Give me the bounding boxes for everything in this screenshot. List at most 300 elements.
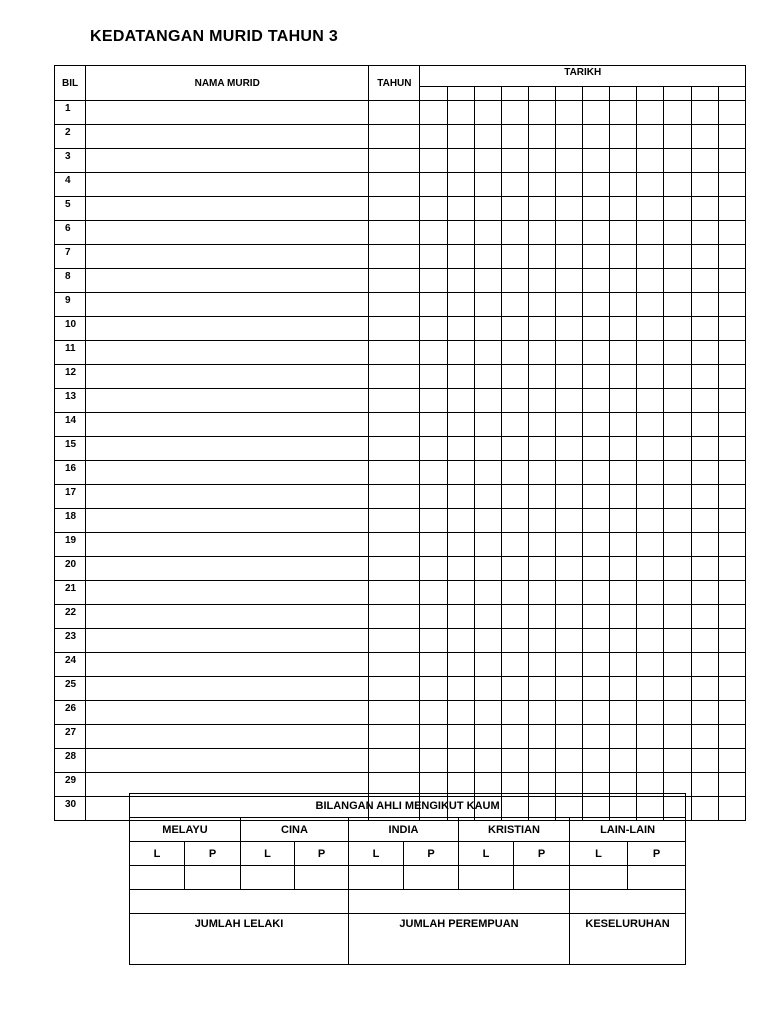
attendance-cell[interactable] (637, 269, 664, 293)
attendance-cell[interactable] (528, 677, 555, 701)
attendance-cell[interactable] (474, 173, 501, 197)
date-header-cell[interactable] (528, 87, 555, 101)
attendance-cell[interactable] (718, 413, 745, 437)
attendance-cell[interactable] (420, 725, 447, 749)
attendance-cell[interactable] (474, 389, 501, 413)
attendance-cell[interactable] (664, 605, 691, 629)
attendance-cell[interactable] (583, 605, 610, 629)
attendance-cell[interactable] (474, 509, 501, 533)
attendance-cell[interactable] (420, 629, 447, 653)
attendance-cell[interactable] (556, 653, 583, 677)
attendance-cell[interactable] (583, 653, 610, 677)
attendance-cell[interactable] (637, 461, 664, 485)
attendance-cell[interactable] (501, 485, 528, 509)
attendance-cell[interactable] (501, 317, 528, 341)
attendance-cell[interactable] (501, 197, 528, 221)
tahun-cell[interactable] (369, 725, 420, 749)
attendance-cell[interactable] (447, 341, 474, 365)
tahun-cell[interactable] (369, 365, 420, 389)
attendance-cell[interactable] (718, 701, 745, 725)
attendance-cell[interactable] (447, 581, 474, 605)
attendance-cell[interactable] (556, 245, 583, 269)
attendance-cell[interactable] (637, 653, 664, 677)
attendance-cell[interactable] (691, 797, 718, 821)
attendance-cell[interactable] (664, 221, 691, 245)
attendance-cell[interactable] (447, 461, 474, 485)
attendance-cell[interactable] (556, 197, 583, 221)
attendance-cell[interactable] (691, 413, 718, 437)
attendance-cell[interactable] (583, 221, 610, 245)
attendance-cell[interactable] (556, 461, 583, 485)
student-name-cell[interactable] (86, 197, 369, 221)
attendance-cell[interactable] (420, 365, 447, 389)
tahun-cell[interactable] (369, 389, 420, 413)
attendance-cell[interactable] (474, 485, 501, 509)
attendance-cell[interactable] (447, 149, 474, 173)
attendance-cell[interactable] (610, 581, 637, 605)
attendance-cell[interactable] (583, 389, 610, 413)
attendance-cell[interactable] (691, 197, 718, 221)
attendance-cell[interactable] (447, 125, 474, 149)
attendance-cell[interactable] (501, 749, 528, 773)
tahun-cell[interactable] (369, 605, 420, 629)
attendance-cell[interactable] (637, 293, 664, 317)
keseluruhan-cell[interactable] (570, 890, 686, 914)
attendance-cell[interactable] (664, 269, 691, 293)
attendance-cell[interactable] (556, 701, 583, 725)
tahun-cell[interactable] (369, 437, 420, 461)
attendance-cell[interactable] (474, 677, 501, 701)
attendance-cell[interactable] (583, 557, 610, 581)
attendance-cell[interactable] (691, 293, 718, 317)
attendance-cell[interactable] (447, 605, 474, 629)
attendance-cell[interactable] (501, 221, 528, 245)
attendance-cell[interactable] (528, 221, 555, 245)
attendance-cell[interactable] (637, 677, 664, 701)
attendance-cell[interactable] (691, 437, 718, 461)
attendance-cell[interactable] (556, 269, 583, 293)
tahun-cell[interactable] (369, 701, 420, 725)
attendance-cell[interactable] (610, 125, 637, 149)
attendance-cell[interactable] (556, 173, 583, 197)
attendance-cell[interactable] (501, 173, 528, 197)
attendance-cell[interactable] (664, 725, 691, 749)
attendance-cell[interactable] (637, 149, 664, 173)
attendance-cell[interactable] (610, 269, 637, 293)
attendance-cell[interactable] (637, 317, 664, 341)
student-name-cell[interactable] (86, 173, 369, 197)
attendance-cell[interactable] (583, 509, 610, 533)
attendance-cell[interactable] (718, 677, 745, 701)
student-name-cell[interactable] (86, 557, 369, 581)
attendance-cell[interactable] (528, 461, 555, 485)
date-header-cell[interactable] (691, 87, 718, 101)
attendance-cell[interactable] (637, 125, 664, 149)
student-name-cell[interactable] (86, 533, 369, 557)
attendance-cell[interactable] (610, 653, 637, 677)
tahun-cell[interactable] (369, 125, 420, 149)
attendance-cell[interactable] (583, 677, 610, 701)
attendance-cell[interactable] (637, 389, 664, 413)
attendance-cell[interactable] (664, 149, 691, 173)
attendance-cell[interactable] (474, 653, 501, 677)
attendance-cell[interactable] (637, 365, 664, 389)
attendance-cell[interactable] (583, 365, 610, 389)
attendance-cell[interactable] (501, 629, 528, 653)
attendance-cell[interactable] (664, 701, 691, 725)
attendance-cell[interactable] (610, 389, 637, 413)
attendance-cell[interactable] (447, 389, 474, 413)
attendance-cell[interactable] (447, 293, 474, 317)
attendance-cell[interactable] (420, 605, 447, 629)
attendance-cell[interactable] (691, 557, 718, 581)
attendance-cell[interactable] (691, 101, 718, 125)
student-name-cell[interactable] (86, 389, 369, 413)
tahun-cell[interactable] (369, 173, 420, 197)
attendance-cell[interactable] (610, 725, 637, 749)
attendance-cell[interactable] (501, 149, 528, 173)
attendance-cell[interactable] (474, 221, 501, 245)
attendance-cell[interactable] (691, 461, 718, 485)
attendance-cell[interactable] (583, 629, 610, 653)
attendance-cell[interactable] (447, 173, 474, 197)
attendance-cell[interactable] (556, 293, 583, 317)
attendance-cell[interactable] (664, 749, 691, 773)
attendance-cell[interactable] (420, 389, 447, 413)
attendance-cell[interactable] (583, 149, 610, 173)
attendance-cell[interactable] (691, 581, 718, 605)
attendance-cell[interactable] (610, 317, 637, 341)
attendance-cell[interactable] (474, 317, 501, 341)
attendance-cell[interactable] (691, 173, 718, 197)
tahun-cell[interactable] (369, 101, 420, 125)
tahun-cell[interactable] (369, 197, 420, 221)
student-name-cell[interactable] (86, 581, 369, 605)
attendance-cell[interactable] (420, 413, 447, 437)
attendance-cell[interactable] (691, 149, 718, 173)
tahun-cell[interactable] (369, 557, 420, 581)
attendance-cell[interactable] (528, 581, 555, 605)
attendance-cell[interactable] (556, 557, 583, 581)
attendance-cell[interactable] (556, 509, 583, 533)
date-header-cell[interactable] (664, 87, 691, 101)
attendance-cell[interactable] (718, 365, 745, 389)
attendance-cell[interactable] (718, 437, 745, 461)
attendance-cell[interactable] (474, 125, 501, 149)
attendance-cell[interactable] (610, 197, 637, 221)
attendance-cell[interactable] (528, 653, 555, 677)
attendance-cell[interactable] (718, 149, 745, 173)
student-name-cell[interactable] (86, 701, 369, 725)
attendance-cell[interactable] (474, 557, 501, 581)
date-header-cell[interactable] (718, 87, 745, 101)
attendance-cell[interactable] (610, 173, 637, 197)
attendance-cell[interactable] (528, 509, 555, 533)
attendance-cell[interactable] (528, 413, 555, 437)
attendance-cell[interactable] (664, 413, 691, 437)
attendance-cell[interactable] (528, 101, 555, 125)
attendance-cell[interactable] (474, 197, 501, 221)
attendance-cell[interactable] (691, 269, 718, 293)
tahun-cell[interactable] (369, 509, 420, 533)
attendance-cell[interactable] (528, 293, 555, 317)
attendance-cell[interactable] (718, 221, 745, 245)
student-name-cell[interactable] (86, 341, 369, 365)
attendance-cell[interactable] (528, 557, 555, 581)
attendance-cell[interactable] (583, 317, 610, 341)
attendance-cell[interactable] (718, 749, 745, 773)
attendance-cell[interactable] (528, 197, 555, 221)
attendance-cell[interactable] (420, 677, 447, 701)
count-cell[interactable] (241, 866, 295, 890)
student-name-cell[interactable] (86, 293, 369, 317)
tahun-cell[interactable] (369, 293, 420, 317)
attendance-cell[interactable] (556, 485, 583, 509)
attendance-cell[interactable] (718, 173, 745, 197)
attendance-cell[interactable] (718, 653, 745, 677)
attendance-cell[interactable] (501, 581, 528, 605)
count-cell[interactable] (514, 866, 570, 890)
attendance-cell[interactable] (474, 269, 501, 293)
student-name-cell[interactable] (86, 461, 369, 485)
attendance-cell[interactable] (610, 629, 637, 653)
attendance-cell[interactable] (556, 317, 583, 341)
attendance-cell[interactable] (610, 533, 637, 557)
attendance-cell[interactable] (664, 173, 691, 197)
student-name-cell[interactable] (86, 221, 369, 245)
attendance-cell[interactable] (718, 605, 745, 629)
jumlah-perempuan-cell[interactable] (349, 890, 570, 914)
attendance-cell[interactable] (501, 701, 528, 725)
attendance-cell[interactable] (610, 101, 637, 125)
attendance-cell[interactable] (528, 629, 555, 653)
attendance-cell[interactable] (718, 269, 745, 293)
attendance-cell[interactable] (691, 605, 718, 629)
attendance-cell[interactable] (637, 245, 664, 269)
attendance-cell[interactable] (556, 725, 583, 749)
attendance-cell[interactable] (556, 581, 583, 605)
attendance-cell[interactable] (610, 245, 637, 269)
attendance-cell[interactable] (664, 557, 691, 581)
attendance-cell[interactable] (528, 317, 555, 341)
student-name-cell[interactable] (86, 485, 369, 509)
attendance-cell[interactable] (664, 389, 691, 413)
attendance-cell[interactable] (420, 533, 447, 557)
attendance-cell[interactable] (447, 269, 474, 293)
attendance-cell[interactable] (501, 509, 528, 533)
attendance-cell[interactable] (447, 509, 474, 533)
attendance-cell[interactable] (447, 485, 474, 509)
tahun-cell[interactable] (369, 341, 420, 365)
attendance-cell[interactable] (664, 125, 691, 149)
student-name-cell[interactable] (86, 245, 369, 269)
attendance-cell[interactable] (474, 725, 501, 749)
attendance-cell[interactable] (501, 245, 528, 269)
attendance-cell[interactable] (474, 437, 501, 461)
attendance-cell[interactable] (718, 341, 745, 365)
attendance-cell[interactable] (583, 197, 610, 221)
attendance-cell[interactable] (474, 605, 501, 629)
tahun-cell[interactable] (369, 749, 420, 773)
attendance-cell[interactable] (474, 149, 501, 173)
attendance-cell[interactable] (420, 269, 447, 293)
student-name-cell[interactable] (86, 149, 369, 173)
attendance-cell[interactable] (528, 269, 555, 293)
date-header-cell[interactable] (474, 87, 501, 101)
attendance-cell[interactable] (501, 413, 528, 437)
attendance-cell[interactable] (718, 317, 745, 341)
attendance-cell[interactable] (447, 437, 474, 461)
attendance-cell[interactable] (501, 341, 528, 365)
attendance-cell[interactable] (691, 701, 718, 725)
attendance-cell[interactable] (528, 701, 555, 725)
attendance-cell[interactable] (501, 653, 528, 677)
attendance-cell[interactable] (420, 509, 447, 533)
attendance-cell[interactable] (447, 365, 474, 389)
attendance-cell[interactable] (474, 461, 501, 485)
attendance-cell[interactable] (637, 197, 664, 221)
attendance-cell[interactable] (528, 173, 555, 197)
attendance-cell[interactable] (637, 725, 664, 749)
attendance-cell[interactable] (583, 461, 610, 485)
jumlah-lelaki-cell[interactable] (130, 890, 349, 914)
attendance-cell[interactable] (556, 221, 583, 245)
attendance-cell[interactable] (556, 437, 583, 461)
attendance-cell[interactable] (691, 485, 718, 509)
attendance-cell[interactable] (583, 245, 610, 269)
attendance-cell[interactable] (474, 629, 501, 653)
attendance-cell[interactable] (691, 245, 718, 269)
attendance-cell[interactable] (420, 485, 447, 509)
date-header-cell[interactable] (501, 87, 528, 101)
attendance-cell[interactable] (528, 605, 555, 629)
attendance-cell[interactable] (420, 221, 447, 245)
tahun-cell[interactable] (369, 221, 420, 245)
student-name-cell[interactable] (86, 509, 369, 533)
attendance-cell[interactable] (691, 125, 718, 149)
date-header-cell[interactable] (583, 87, 610, 101)
attendance-cell[interactable] (718, 797, 745, 821)
attendance-cell[interactable] (691, 317, 718, 341)
attendance-cell[interactable] (528, 749, 555, 773)
attendance-cell[interactable] (637, 701, 664, 725)
tahun-cell[interactable] (369, 533, 420, 557)
attendance-cell[interactable] (664, 365, 691, 389)
count-cell[interactable] (570, 866, 628, 890)
attendance-cell[interactable] (447, 725, 474, 749)
attendance-cell[interactable] (610, 749, 637, 773)
attendance-cell[interactable] (556, 341, 583, 365)
attendance-cell[interactable] (528, 389, 555, 413)
attendance-cell[interactable] (420, 437, 447, 461)
attendance-cell[interactable] (447, 629, 474, 653)
attendance-cell[interactable] (610, 677, 637, 701)
attendance-cell[interactable] (718, 125, 745, 149)
count-cell[interactable] (404, 866, 459, 890)
attendance-cell[interactable] (501, 293, 528, 317)
attendance-cell[interactable] (691, 653, 718, 677)
attendance-cell[interactable] (556, 149, 583, 173)
attendance-cell[interactable] (420, 581, 447, 605)
attendance-cell[interactable] (637, 509, 664, 533)
attendance-cell[interactable] (610, 605, 637, 629)
student-name-cell[interactable] (86, 317, 369, 341)
attendance-cell[interactable] (718, 557, 745, 581)
attendance-cell[interactable] (610, 341, 637, 365)
attendance-cell[interactable] (718, 245, 745, 269)
student-name-cell[interactable] (86, 413, 369, 437)
attendance-cell[interactable] (420, 701, 447, 725)
student-name-cell[interactable] (86, 677, 369, 701)
attendance-cell[interactable] (583, 437, 610, 461)
attendance-cell[interactable] (718, 461, 745, 485)
attendance-cell[interactable] (420, 341, 447, 365)
attendance-cell[interactable] (556, 389, 583, 413)
attendance-cell[interactable] (420, 317, 447, 341)
attendance-cell[interactable] (474, 293, 501, 317)
attendance-cell[interactable] (420, 173, 447, 197)
attendance-cell[interactable] (718, 197, 745, 221)
attendance-cell[interactable] (610, 485, 637, 509)
attendance-cell[interactable] (556, 413, 583, 437)
attendance-cell[interactable] (501, 677, 528, 701)
attendance-cell[interactable] (583, 125, 610, 149)
tahun-cell[interactable] (369, 149, 420, 173)
count-cell[interactable] (130, 866, 185, 890)
attendance-cell[interactable] (610, 413, 637, 437)
attendance-cell[interactable] (664, 197, 691, 221)
attendance-cell[interactable] (528, 725, 555, 749)
count-cell[interactable] (185, 866, 241, 890)
attendance-cell[interactable] (691, 533, 718, 557)
attendance-cell[interactable] (501, 557, 528, 581)
attendance-cell[interactable] (528, 365, 555, 389)
tahun-cell[interactable] (369, 677, 420, 701)
attendance-cell[interactable] (718, 485, 745, 509)
attendance-cell[interactable] (664, 461, 691, 485)
attendance-cell[interactable] (583, 533, 610, 557)
attendance-cell[interactable] (528, 437, 555, 461)
attendance-cell[interactable] (637, 341, 664, 365)
attendance-cell[interactable] (583, 701, 610, 725)
tahun-cell[interactable] (369, 245, 420, 269)
attendance-cell[interactable] (691, 509, 718, 533)
attendance-cell[interactable] (474, 245, 501, 269)
attendance-cell[interactable] (474, 749, 501, 773)
date-header-cell[interactable] (420, 87, 447, 101)
attendance-cell[interactable] (718, 509, 745, 533)
attendance-cell[interactable] (610, 149, 637, 173)
attendance-cell[interactable] (420, 197, 447, 221)
attendance-cell[interactable] (583, 413, 610, 437)
attendance-cell[interactable] (718, 581, 745, 605)
attendance-cell[interactable] (447, 101, 474, 125)
attendance-cell[interactable] (637, 413, 664, 437)
attendance-cell[interactable] (528, 341, 555, 365)
attendance-cell[interactable] (501, 533, 528, 557)
attendance-cell[interactable] (664, 653, 691, 677)
attendance-cell[interactable] (501, 725, 528, 749)
attendance-cell[interactable] (637, 605, 664, 629)
attendance-cell[interactable] (718, 725, 745, 749)
attendance-cell[interactable] (583, 173, 610, 197)
attendance-cell[interactable] (691, 749, 718, 773)
attendance-cell[interactable] (664, 581, 691, 605)
attendance-cell[interactable] (528, 533, 555, 557)
attendance-cell[interactable] (664, 245, 691, 269)
student-name-cell[interactable] (86, 725, 369, 749)
attendance-cell[interactable] (420, 125, 447, 149)
